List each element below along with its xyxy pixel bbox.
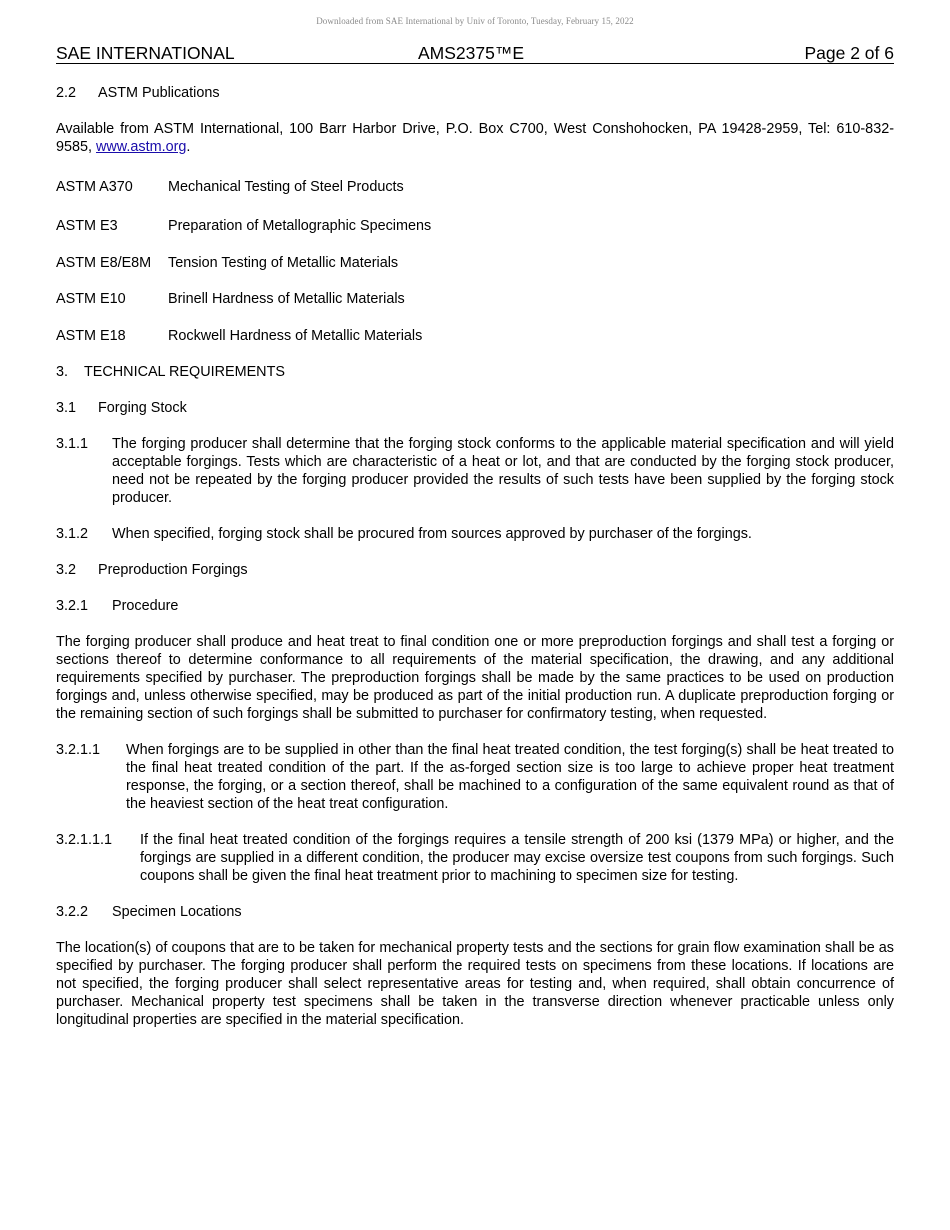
- procedure-paragraph: The forging producer shall produce and heat treat to final condition one or more preproduction forgings and shall test a forging or sections thereof to determine conformance to all requirements of the material specification, the drawing, and any additional requirements specified by purchaser. The preproduction forgings shall be made by the same practices to be used on production forgings and, unless otherwise specified, may be produced as part of the initial production run. A duplicate preproduction forging or the remaining section of such forgings shall be submitted to purchaser for confirmatory testing, when requested.: [56, 634, 894, 722]
- section-heading-2-2: [56, 84, 894, 102]
- paragraph-3-1-2: [56, 525, 894, 543]
- paragraph-text: If the final heat treated condition of the forgings requires a tensile strength of 200 ksi (1379 MPa) or higher, and the forgings are supplied in a different condition, the producer may excise oversize test coupons from such forgings. Such coupons shall be given the final heat treatment prior to machining to specimen size for testing.: [140, 832, 894, 884]
- reference-item: [56, 178, 894, 196]
- reference-item: [56, 327, 894, 345]
- reference-item: [56, 217, 894, 235]
- section-title: ASTM Publications: [98, 85, 220, 101]
- section-heading-3-2: [56, 561, 894, 579]
- paragraph-text: When forgings are to be supplied in other than the final heat treated condition, the test forging(s) shall be heat treated to the final heat treated condition of the part. If the as-forged section size is too large to achieve proper heat treatment response, the forging, or a section thereof, shall be machined to a configuration of the same equivalent round as that of the heaviest section of the heat treat configuration.: [126, 742, 894, 812]
- reference-code: ASTM E18: [56, 328, 126, 344]
- reference-title: Rockwell Hardness of Metallic Materials: [168, 328, 423, 344]
- availability-period: .: [186, 139, 191, 155]
- reference-code: ASTM E3: [56, 218, 118, 234]
- section-title: Preproduction Forgings: [98, 562, 248, 578]
- section-number: 3.2: [56, 562, 77, 578]
- availability-text: Available from ASTM International, 100 Barr Harbor Drive, P.O. Box C700, West Conshohocken, PA 19428-2959, Tel: 610-832-9585,: [56, 121, 894, 155]
- astm-availability-paragraph: [56, 120, 894, 156]
- paragraph-3-2-1-1-1: [56, 831, 894, 885]
- section-number: 3.1: [56, 400, 77, 416]
- paragraph-text: When specified, forging stock shall be procured from sources approved by purchaser of the forgings.: [112, 526, 752, 542]
- section-number: 2.2: [56, 85, 77, 101]
- header-organization: SAE INTERNATIONAL: [56, 43, 235, 63]
- section-number: 3.2.2: [56, 904, 89, 920]
- section-heading-3-2-2: [56, 903, 894, 921]
- header-page-number: Page 2 of 6: [804, 43, 894, 63]
- paragraph-number: 3.1.2: [56, 526, 89, 542]
- section-title: Forging Stock: [98, 400, 187, 416]
- section-heading-3-2-1: [56, 597, 894, 615]
- section-title: Procedure: [112, 598, 179, 614]
- section-title: TECHNICAL REQUIREMENTS: [84, 364, 285, 380]
- reference-item: [56, 290, 894, 308]
- reference-title: Brinell Hardness of Metallic Materials: [168, 291, 405, 307]
- astm-website-link[interactable]: www.astm.org: [96, 139, 187, 155]
- section-heading-3-1: [56, 399, 894, 417]
- section-number: 3.: [56, 364, 69, 380]
- paragraph-number: 3.2.1.1.1: [56, 832, 113, 848]
- paragraph-text: The forging producer shall determine that the forging stock conforms to the applicable material specification and will yield acceptable forgings. Tests which are characteristic of a heat or lot, and that are conducted by the forging stock producer, need not be repeated by the forging producer provided the results of such tests have been supplied by the forging stock producer.: [112, 436, 894, 506]
- paragraph-3-1-1: [56, 435, 894, 507]
- download-watermark: Downloaded from SAE International by Univ of Toronto, Tuesday, February 15, 2022: [316, 16, 634, 26]
- reference-code: ASTM E10: [56, 291, 126, 307]
- reference-item: [56, 254, 894, 272]
- reference-title: Tension Testing of Metallic Materials: [168, 255, 399, 271]
- section-title: Specimen Locations: [112, 904, 242, 920]
- reference-code: ASTM E8/E8M: [56, 255, 152, 271]
- reference-title: Mechanical Testing of Steel Products: [168, 179, 404, 195]
- header-document-id: AMS2375™E: [418, 43, 525, 63]
- section-heading-3: [56, 363, 894, 381]
- paragraph-3-2-1-1: [56, 741, 894, 813]
- section-number: 3.2.1: [56, 598, 89, 614]
- page-header: [56, 43, 894, 64]
- paragraph-number: 3.2.1.1: [56, 742, 101, 758]
- specimen-locations-paragraph: The location(s) of coupons that are to be taken for mechanical property tests and the sections for grain flow examination shall be as specified by purchaser. The forging producer shall perform the required tests on specimens from these locations. If locations are not specified, the forging producer shall select representative areas for testing and, when required, shall obtain concurrence of purchaser. Mechanical property test specimens shall be taken in the transverse direction whenever practicable unless only longitudinal properties are specified in the material specification.: [56, 940, 894, 1028]
- paragraph-number: 3.1.1: [56, 436, 89, 452]
- reference-code: ASTM A370: [56, 179, 133, 195]
- document-body: [56, 84, 894, 1029]
- reference-title: Preparation of Metallographic Specimens: [168, 218, 432, 234]
